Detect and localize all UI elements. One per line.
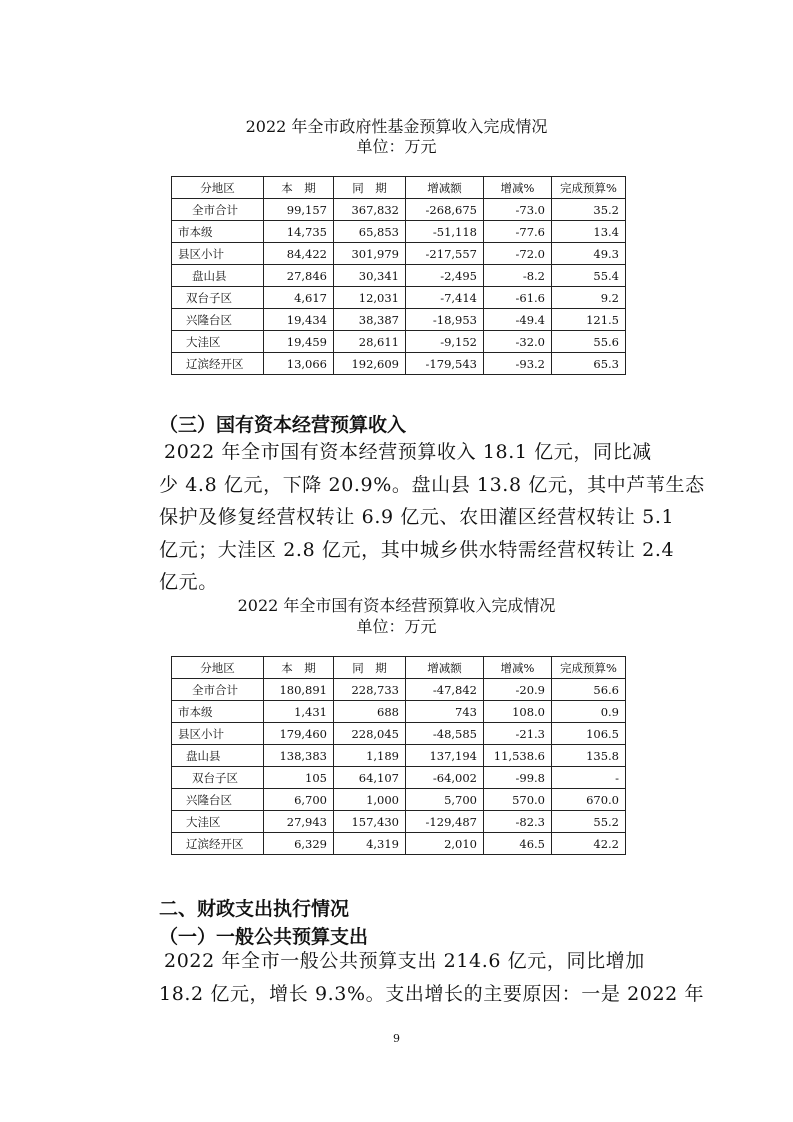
cell-previous: 1,000	[334, 789, 406, 811]
cell-change-pct: -21.3	[484, 723, 552, 745]
paragraph-line: 亿元。	[159, 571, 218, 593]
table-row	[172, 701, 626, 723]
cell-change-pct: -20.9	[484, 679, 552, 701]
table-row	[172, 745, 626, 767]
table-row	[172, 331, 626, 353]
cell-change-pct: -72.0	[484, 243, 552, 265]
cell-budget-pct: -	[552, 767, 626, 789]
section3-paragraph	[159, 436, 705, 599]
cell-change: -9,152	[406, 331, 484, 353]
table-row	[172, 221, 626, 243]
cell-budget-pct: 42.2	[552, 833, 626, 855]
table1-unit: 单位：万元	[356, 137, 437, 156]
cell-change-pct: 108.0	[484, 701, 552, 723]
cell-budget-pct: 55.4	[552, 265, 626, 287]
cell-change: -7,414	[406, 287, 484, 309]
table-row	[172, 265, 626, 287]
cell-change-pct: -82.3	[484, 811, 552, 833]
cell-previous: 4,319	[334, 833, 406, 855]
cell-budget-pct: 35.2	[552, 199, 626, 221]
cell-change: 5,700	[406, 789, 484, 811]
cell-change: -268,675	[406, 199, 484, 221]
row-name: 市本级	[172, 221, 264, 243]
cell-previous: 12,031	[334, 287, 406, 309]
cell-previous: 65,853	[334, 221, 406, 243]
part2-heading: 二、财政支出执行情况	[159, 898, 350, 920]
row-name: 辽滨经开区	[172, 833, 264, 855]
table-row	[172, 679, 626, 701]
cell-previous: 228,045	[334, 723, 406, 745]
cell-current: 13,066	[264, 353, 334, 375]
paragraph-line: 2022 年全市国有资本经营预算收入 18.1 亿元，同比减	[164, 441, 652, 463]
cell-change: -48,585	[406, 723, 484, 745]
table2-unit: 单位：万元	[356, 617, 437, 636]
cell-change: -64,002	[406, 767, 484, 789]
cell-change: 2,010	[406, 833, 484, 855]
cell-current: 19,434	[264, 309, 334, 331]
cell-previous: 38,387	[334, 309, 406, 331]
table-row	[172, 243, 626, 265]
cell-current: 27,846	[264, 265, 334, 287]
cell-budget-pct: 106.5	[552, 723, 626, 745]
cell-change: -51,118	[406, 221, 484, 243]
cell-change-pct: -8.2	[484, 265, 552, 287]
cell-current: 4,617	[264, 287, 334, 309]
cell-change-pct: -77.6	[484, 221, 552, 243]
paragraph-line: 亿元；大洼区 2.8 亿元，其中城乡供水特需经营权转让 2.4	[159, 538, 675, 561]
cell-change: -129,487	[406, 811, 484, 833]
cell-previous: 157,430	[334, 811, 406, 833]
table-row	[172, 199, 626, 221]
paragraph-line: 18.2 亿元，增长 9.3%。支出增长的主要原因：一是 2022 年	[159, 982, 705, 1005]
table-row	[172, 789, 626, 811]
row-name: 盘山县	[172, 745, 264, 767]
table2-header-row	[172, 657, 626, 679]
cell-change-pct: -49.4	[484, 309, 552, 331]
col-header-previous: 同 期	[334, 177, 406, 199]
cell-current: 6,329	[264, 833, 334, 855]
cell-change-pct: -73.0	[484, 199, 552, 221]
table-row	[172, 811, 626, 833]
section3-heading: （三）国有资本经营预算收入	[159, 414, 407, 436]
row-name: 辽滨经开区	[172, 353, 264, 375]
row-name: 大洼区	[172, 331, 264, 353]
table2-state-capital-revenue	[171, 656, 626, 855]
cell-change: 137,194	[406, 745, 484, 767]
part2-paragraph	[159, 945, 705, 1010]
col-header-change: 增减额	[406, 657, 484, 679]
table-row	[172, 723, 626, 745]
row-name: 县区小计	[172, 243, 264, 265]
cell-change: -18,953	[406, 309, 484, 331]
col-header-change-pct: 增减%	[484, 177, 552, 199]
cell-budget-pct: 55.6	[552, 331, 626, 353]
table2-title: 2022 年全市国有资本经营预算收入完成情况	[237, 596, 556, 615]
cell-current: 19,459	[264, 331, 334, 353]
table-row	[172, 309, 626, 331]
col-header-region: 分地区	[172, 657, 264, 679]
table1-header-row	[172, 177, 626, 199]
cell-previous: 228,733	[334, 679, 406, 701]
row-name: 大洼区	[172, 811, 264, 833]
cell-budget-pct: 65.3	[552, 353, 626, 375]
cell-previous: 367,832	[334, 199, 406, 221]
cell-change-pct: 11,538.6	[484, 745, 552, 767]
cell-current: 99,157	[264, 199, 334, 221]
col-header-current: 本 期	[264, 177, 334, 199]
cell-change-pct: -93.2	[484, 353, 552, 375]
cell-budget-pct: 9.2	[552, 287, 626, 309]
cell-change: -179,543	[406, 353, 484, 375]
cell-change-pct: 570.0	[484, 789, 552, 811]
table-row	[172, 833, 626, 855]
cell-budget-pct: 670.0	[552, 789, 626, 811]
cell-budget-pct: 121.5	[552, 309, 626, 331]
cell-budget-pct: 13.4	[552, 221, 626, 243]
row-name: 兴隆台区	[172, 789, 264, 811]
cell-current: 27,943	[264, 811, 334, 833]
table-row	[172, 353, 626, 375]
table1-title: 2022 年全市政府性基金预算收入完成情况	[245, 117, 548, 136]
cell-change-pct: 46.5	[484, 833, 552, 855]
col-header-budget-pct: 完成预算%	[552, 657, 626, 679]
cell-current: 180,891	[264, 679, 334, 701]
table1-gov-fund-revenue	[171, 176, 626, 375]
cell-change: -2,495	[406, 265, 484, 287]
cell-change: 743	[406, 701, 484, 723]
table-row	[172, 767, 626, 789]
cell-change-pct: -99.8	[484, 767, 552, 789]
cell-current: 84,422	[264, 243, 334, 265]
cell-current: 179,460	[264, 723, 334, 745]
col-header-region: 分地区	[172, 177, 264, 199]
cell-previous: 28,611	[334, 331, 406, 353]
paragraph-line: 保护及修复经营权转让 6.9 亿元、农田灌区经营权转让 5.1	[159, 506, 675, 528]
row-name: 县区小计	[172, 723, 264, 745]
page-number: 9	[393, 1032, 400, 1045]
row-name: 双台子区	[172, 767, 264, 789]
cell-current: 6,700	[264, 789, 334, 811]
cell-current: 138,383	[264, 745, 334, 767]
paragraph-line: 少 4.8 亿元，下降 20.9%。盘山县 13.8 亿元，其中芦苇生态	[159, 473, 705, 496]
part2-subheading: （一）一般公共预算支出	[159, 926, 369, 948]
row-name: 市本级	[172, 701, 264, 723]
cell-previous: 64,107	[334, 767, 406, 789]
cell-previous: 1,189	[334, 745, 406, 767]
cell-current: 105	[264, 767, 334, 789]
cell-budget-pct: 0.9	[552, 701, 626, 723]
cell-budget-pct: 55.2	[552, 811, 626, 833]
cell-budget-pct: 135.8	[552, 745, 626, 767]
cell-previous: 192,609	[334, 353, 406, 375]
cell-budget-pct: 49.3	[552, 243, 626, 265]
table-row	[172, 287, 626, 309]
paragraph-line: 2022 年全市一般公共预算支出 214.6 亿元，同比增加	[164, 950, 645, 972]
cell-budget-pct: 56.6	[552, 679, 626, 701]
cell-change: -217,557	[406, 243, 484, 265]
cell-change-pct: -32.0	[484, 331, 552, 353]
cell-previous: 301,979	[334, 243, 406, 265]
cell-previous: 688	[334, 701, 406, 723]
col-header-previous: 同 期	[334, 657, 406, 679]
col-header-change-pct: 增减%	[484, 657, 552, 679]
row-name: 全市合计	[172, 679, 264, 701]
row-name: 兴隆台区	[172, 309, 264, 331]
col-header-current: 本 期	[264, 657, 334, 679]
row-name: 全市合计	[172, 199, 264, 221]
cell-current: 14,735	[264, 221, 334, 243]
cell-change: -47,842	[406, 679, 484, 701]
col-header-budget-pct: 完成预算%	[552, 177, 626, 199]
cell-current: 1,431	[264, 701, 334, 723]
row-name: 双台子区	[172, 287, 264, 309]
col-header-change: 增减额	[406, 177, 484, 199]
cell-previous: 30,341	[334, 265, 406, 287]
row-name: 盘山县	[172, 265, 264, 287]
cell-change-pct: -61.6	[484, 287, 552, 309]
